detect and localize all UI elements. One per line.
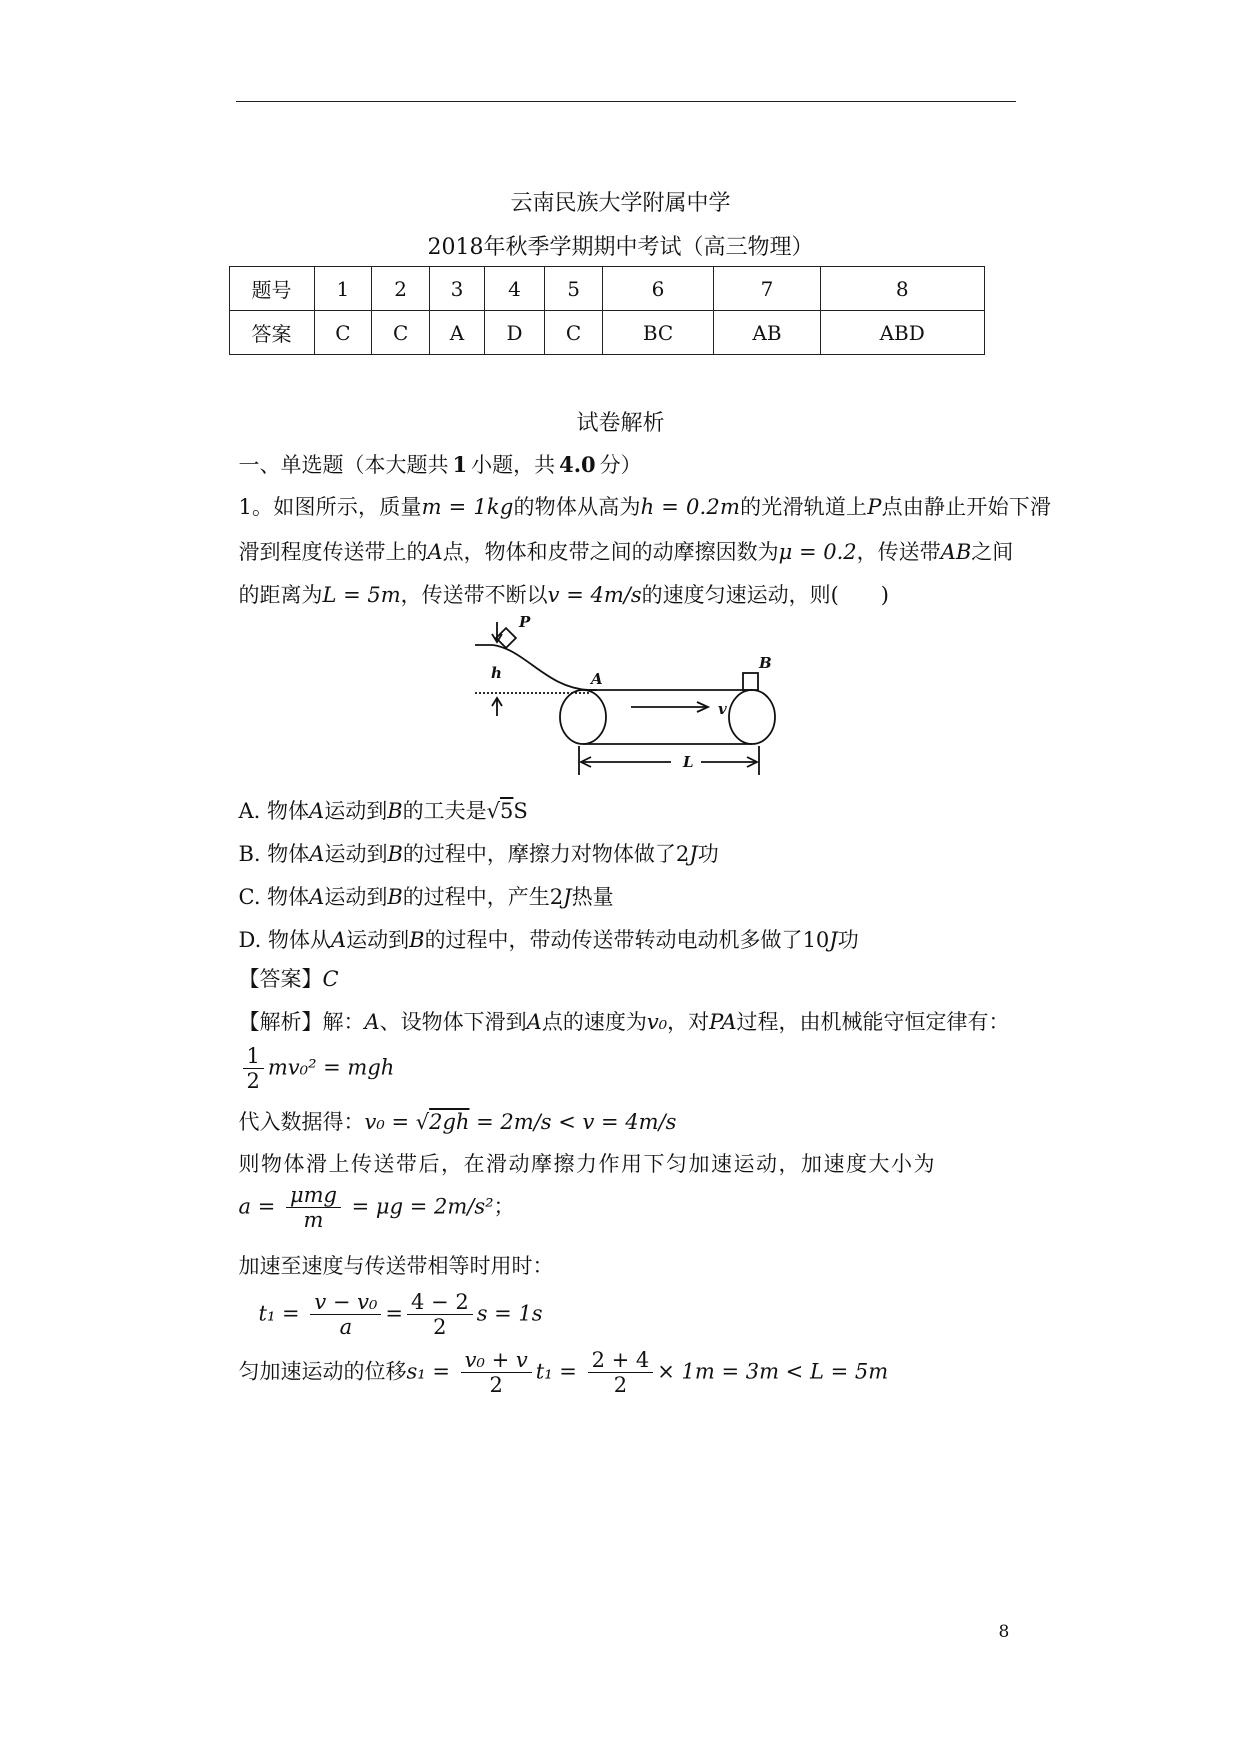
equation-acceleration: a = $\frac{\text{μmg}}{m}$ = μg = 2m/s²；	[238, 1183, 515, 1233]
label-h: h	[490, 664, 502, 682]
table-cell: 2	[372, 267, 430, 311]
table-cell: 6	[602, 267, 713, 311]
question-line-1: 1。如图所示，质量m = 1kg的物体从高为h = 0.2m的光滑轨道上P点由静止开始下滑	[238, 495, 1052, 519]
table-cell: 1	[314, 267, 372, 311]
document-page	[71, 0, 1171, 1754]
equation-time: t₁ = $\frac{\text{v − v₀}}{a}$ = $\frac{4 - 2}{2}$ s = 1s	[258, 1290, 543, 1340]
answer-table	[229, 266, 985, 355]
table-cell: 题号	[229, 267, 314, 311]
right-roller	[729, 690, 775, 744]
table-cell: AB	[714, 311, 821, 355]
question-line-3: 的距离为L = 5m，传送带不断以v = 4m/s的速度匀速运动，则( )	[238, 583, 889, 607]
table-cell: 答案	[229, 311, 314, 355]
table-cell: A	[430, 311, 485, 355]
section-heading: 一、单选题（本大题共 1 小题，共 4.0 分）	[238, 452, 642, 477]
label-a: A	[590, 670, 603, 688]
table-cell: 4	[484, 267, 544, 311]
option-b: B. 物体A运动到B的过程中，摩擦力对物体做了2J功	[238, 842, 719, 866]
answer-line: 【答案】C	[238, 967, 339, 991]
question-line-2: 滑到程度传送带上的A点，物体和皮带之间的动摩擦因数为μ = 0.2，传送带AB之间	[238, 540, 1014, 564]
table-cell: 5	[545, 267, 603, 311]
solution-line-2: 代入数据得：v₀ = √2gh = 2m/s < v = 4m/s	[238, 1110, 677, 1134]
object-b	[743, 673, 758, 690]
slide-track	[490, 645, 597, 690]
table-cell: ABD	[820, 311, 984, 355]
label-v: v	[717, 700, 727, 718]
table-cell: D	[484, 311, 544, 355]
solution-line-3: 则物体滑上传送带后，在滑动摩擦力作用下匀加速运动，加速度大小为	[238, 1152, 936, 1176]
table-cell: C	[314, 311, 372, 355]
table-cell: BC	[602, 311, 713, 355]
table-cell: 7	[714, 267, 821, 311]
label-p: P	[518, 613, 530, 631]
table-cell: C	[372, 311, 430, 355]
left-roller	[560, 690, 606, 744]
equation-energy: $\frac{1}{2}$ mv₀² = mgh	[239, 1044, 395, 1094]
equation-displacement: 匀加速运动的位移s₁ = $\frac{\text{v₀ + v}}{2}$ t₁ = $\frac{2 + 4}{2}$ × 1m = 3m < L = 5m	[238, 1348, 889, 1398]
solution-line-4: 加速至速度与传送带相等时用时：	[238, 1254, 554, 1278]
header-rule	[236, 101, 1016, 102]
option-a: A. 物体A运动到B的工夫是√5S	[238, 799, 528, 823]
conveyor-belt-figure	[471, 612, 791, 782]
solution-line-1: 【解析】解：A、设物体下滑到A点的速度为v₀，对PA过程，由机械能守恒定律有：	[238, 1010, 1010, 1034]
table-cell: 3	[430, 267, 485, 311]
table-cell: 8	[820, 267, 984, 311]
exam-title: 2018年秋季学期期中考试（高三物理）	[427, 235, 814, 260]
table-row	[229, 311, 984, 355]
option-c: C. 物体A运动到B的过程中，产生2J热量	[238, 885, 614, 909]
table-row	[229, 267, 984, 311]
table-cell: C	[545, 311, 603, 355]
label-l: L	[682, 753, 694, 771]
analysis-title: 试卷解析	[576, 411, 665, 436]
school-title: 云南民族大学附属中学	[510, 191, 731, 216]
label-b: B	[758, 654, 772, 672]
page-number: 8	[998, 1622, 1010, 1642]
option-d: D. 物体从A运动到B的过程中，带动传送带转动电动机多做了10J功	[238, 928, 859, 952]
